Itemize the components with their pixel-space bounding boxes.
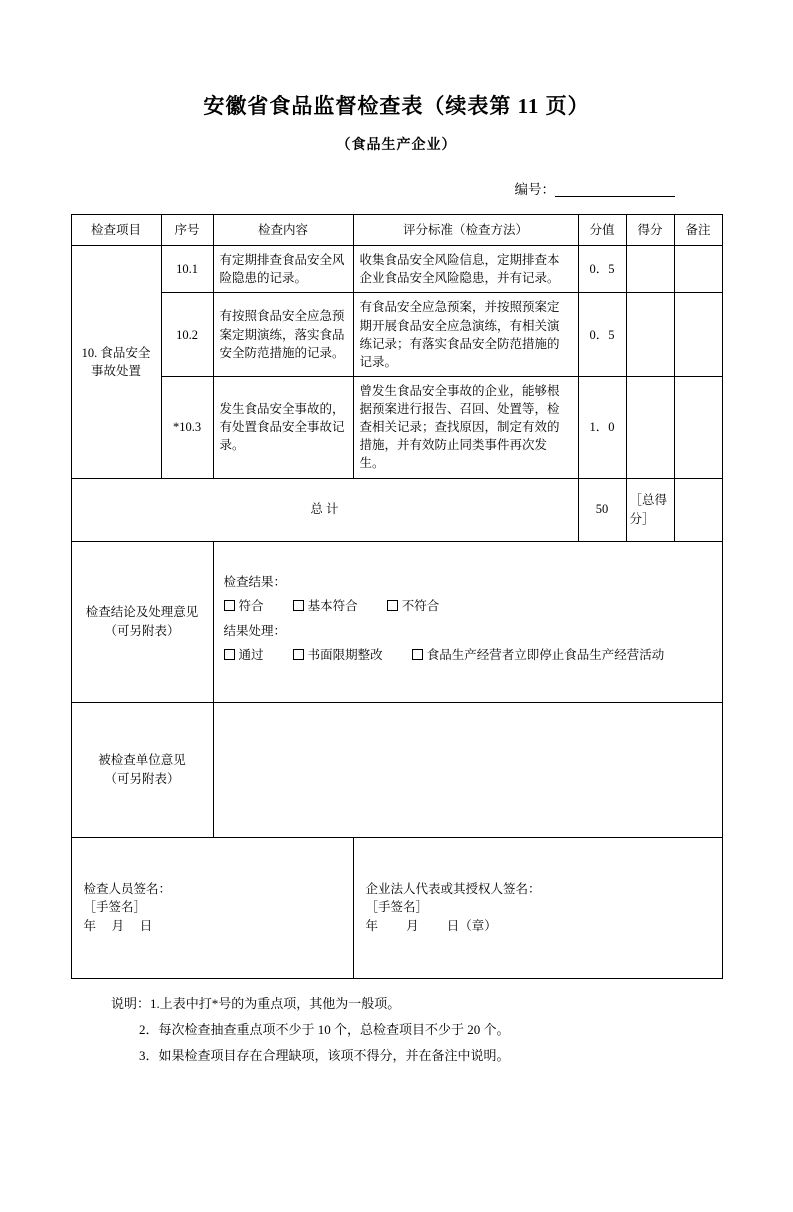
page-subtitle: （食品生产企业） bbox=[336, 138, 457, 153]
note-item-1 bbox=[71, 991, 722, 1017]
checkbox-option-compliant[interactable] bbox=[224, 597, 264, 615]
row-criteria: 曾发生食品安全事故的企业，能够根据预案进行报告、召回、处置等，检查相关记录；查找原因，制定有效的措施，并有效防止同类事件再次发生。 bbox=[353, 376, 578, 478]
checkbox-option-noncompliant[interactable] bbox=[387, 597, 440, 615]
inspector-value[interactable]: ［手签名］ bbox=[83, 900, 147, 915]
checkbox-icon[interactable] bbox=[293, 649, 304, 660]
category-cell: 10. 食品安全事故处置 bbox=[71, 246, 161, 478]
code-line bbox=[0, 178, 793, 198]
checkbox-icon[interactable] bbox=[293, 600, 304, 611]
row-no: 10.1 bbox=[161, 246, 213, 293]
row-score: 1．0 bbox=[578, 376, 626, 478]
checkbox-option-stop-production[interactable] bbox=[412, 646, 665, 664]
handling-label: 结果处理： bbox=[223, 623, 287, 638]
row-content: 发生食品安全事故的，有处置食品安全事故记录。 bbox=[213, 376, 353, 478]
row-remark[interactable] bbox=[674, 246, 722, 293]
conclusion-label bbox=[71, 541, 213, 702]
inspector-date[interactable]: 年 月 日 bbox=[83, 918, 153, 933]
result-label: 检查结果： bbox=[223, 575, 287, 590]
conclusion-label-line1: 检查结论及处理意见 bbox=[85, 605, 199, 620]
note-text-1: 1.上表中打*号的为重点项，其他为一般项。 bbox=[150, 995, 401, 1011]
conclusion-row bbox=[71, 541, 722, 702]
legal-value[interactable]: ［手签名］ bbox=[365, 900, 429, 915]
option-label: 符合 bbox=[238, 599, 264, 614]
row-no: 10.2 bbox=[161, 293, 213, 377]
header-cell-item: 检查项目 bbox=[71, 215, 161, 246]
option-label: 书面限期整改 bbox=[307, 647, 383, 662]
document-page bbox=[0, 90, 793, 1212]
option-label: 基本符合 bbox=[307, 599, 358, 614]
row-got[interactable] bbox=[626, 246, 674, 293]
table-row bbox=[71, 246, 722, 293]
checkbox-icon[interactable] bbox=[412, 649, 423, 660]
inspector-signature-block bbox=[71, 837, 353, 978]
inspection-table bbox=[71, 214, 723, 979]
row-criteria: 收集食品安全风险信息，定期排查本企业食品安全风险隐患，并有记录。 bbox=[353, 246, 578, 293]
table-row bbox=[71, 376, 722, 478]
row-no: *10.3 bbox=[161, 376, 213, 478]
checkbox-icon[interactable] bbox=[224, 649, 235, 660]
total-label: 总 计 bbox=[71, 478, 578, 541]
notes-prefix: 说明： bbox=[111, 995, 151, 1011]
conclusion-body bbox=[213, 541, 722, 702]
inspected-opinion-row bbox=[71, 702, 722, 837]
inspector-label: 检查人员签名： bbox=[83, 882, 172, 897]
row-criteria: 有食品安全应急预案，并按照预案定期开展食品安全应急演练，有相关演练记录；有落实食品安全防范措施的记录。 bbox=[353, 293, 578, 377]
code-label: 编号： bbox=[514, 182, 555, 197]
option-label: 食品生产经营者立即停止食品生产经营活动 bbox=[426, 647, 665, 662]
row-got[interactable] bbox=[626, 293, 674, 377]
total-remark[interactable] bbox=[674, 478, 722, 541]
table-header-row bbox=[71, 215, 722, 246]
checkbox-icon[interactable] bbox=[224, 600, 235, 611]
inspected-opinion-body[interactable] bbox=[213, 702, 722, 837]
legal-date[interactable]: 年 月 日（章） bbox=[365, 918, 497, 933]
code-blank[interactable] bbox=[555, 182, 675, 197]
row-score: 0．5 bbox=[578, 293, 626, 377]
header-cell-criteria: 评分标准（检查方法） bbox=[353, 215, 578, 246]
page-title: 安徽省食品监督检查表（续表第 11 页） bbox=[203, 94, 590, 118]
header-cell-score: 分值 bbox=[578, 215, 626, 246]
total-score: 50 bbox=[578, 478, 626, 541]
inspected-opinion-label-line2: （可另附表） bbox=[104, 771, 180, 786]
legal-signature-block bbox=[353, 837, 722, 978]
checkbox-option-written-rectification[interactable] bbox=[293, 646, 383, 664]
result-options bbox=[224, 597, 712, 615]
row-remark[interactable] bbox=[674, 376, 722, 478]
total-got[interactable]: ［总得分］ bbox=[626, 478, 674, 541]
option-label: 不符合 bbox=[401, 599, 440, 614]
header-cell-content: 检查内容 bbox=[213, 215, 353, 246]
row-content: 有定期排查食品安全风险隐患的记录。 bbox=[213, 246, 353, 293]
note-item-2: 2．每次检查抽查重点项不少于 10 个，总检查项目不少于 20 个。 bbox=[139, 1021, 510, 1037]
inspected-opinion-label-line1: 被检查单位意见 bbox=[98, 753, 186, 768]
row-score: 0．5 bbox=[578, 246, 626, 293]
header-cell-got: 得分 bbox=[626, 215, 674, 246]
header-cell-no: 序号 bbox=[161, 215, 213, 246]
row-got[interactable] bbox=[626, 376, 674, 478]
handling-options bbox=[224, 646, 712, 664]
signature-row bbox=[71, 837, 722, 978]
checkbox-option-basically-compliant[interactable] bbox=[293, 597, 358, 615]
inspected-opinion-label bbox=[71, 702, 213, 837]
row-content: 有按照食品安全应急预案定期演练，落实食品安全防范措施的记录。 bbox=[213, 293, 353, 377]
total-row bbox=[71, 478, 722, 541]
note-item-3: 3．如果检查项目存在合理缺项，该项不得分，并在备注中说明。 bbox=[139, 1047, 510, 1063]
checkbox-option-pass[interactable] bbox=[224, 646, 264, 664]
legal-label: 企业法人代表或其授权人签名： bbox=[365, 882, 541, 897]
header-cell-remark: 备注 bbox=[674, 215, 722, 246]
row-remark[interactable] bbox=[674, 293, 722, 377]
option-label: 通过 bbox=[238, 647, 264, 662]
table-row bbox=[71, 293, 722, 377]
checkbox-icon[interactable] bbox=[387, 600, 398, 611]
conclusion-label-line2: （可另附表） bbox=[104, 623, 180, 638]
notes-section bbox=[71, 991, 722, 1069]
